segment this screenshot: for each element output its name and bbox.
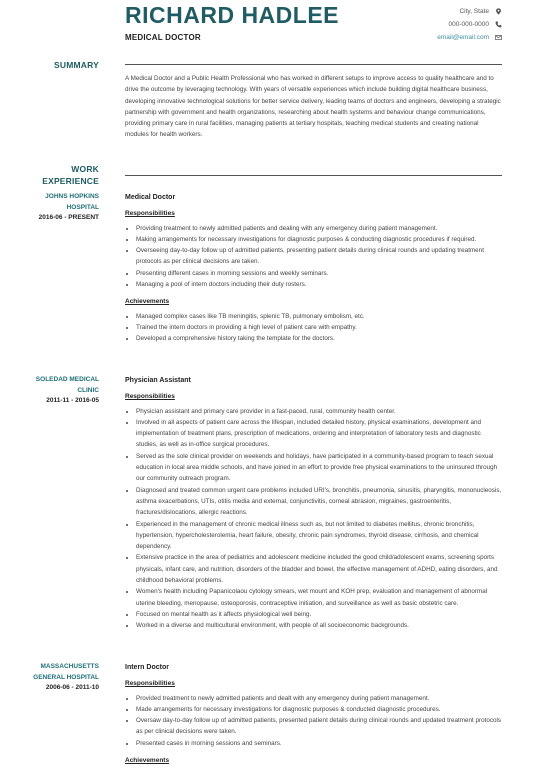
candidate-title: MEDICAL DOCTOR [125, 33, 201, 42]
map-pin-icon [495, 8, 502, 15]
list-item: • Served as the sole clinical provider on weekends and holidays, have participated in a community-based program to teach sexual education in local area middle schools, and have joined in an effort to provide free physical examinations to the uninsured through our community outreach program. [136, 451, 502, 485]
responsibilities-label: Responsibilities [125, 393, 175, 401]
job-meta-3 [33, 662, 99, 694]
job-details-3 [125, 662, 502, 769]
job-title: Physician Assistant [125, 377, 191, 384]
contact-email[interactable] [437, 31, 502, 44]
phone-icon [495, 21, 502, 28]
list-item: • Making arrangements for necessary investigations for diagnostic purposes & conducting diagnostic procedures if required. [136, 234, 502, 245]
achievements-list [125, 311, 502, 345]
responsibilities-label: Responsibilities [125, 210, 175, 218]
section-label-work-experience [42, 164, 99, 187]
employer-name: CLINIC [77, 386, 99, 394]
achievements-label: Achievements [125, 298, 170, 306]
mail-icon [495, 34, 502, 41]
list-item: • Worked in a diverse and multicultural environment, with people of all socioeconomic backgrounds. [136, 620, 502, 631]
list-item: • Managing a pool of intern doctors including their duty rosters. [136, 279, 502, 290]
list-item: • Providing treatment to newly admitted patients and dealing with any emergency during patient management. [136, 223, 502, 234]
employer-name: SOLEDAD MEDICAL [35, 376, 99, 383]
section-label-summary: SUMMARY [54, 60, 99, 70]
email-link[interactable]: email@email.com [437, 34, 489, 41]
employer-name: HOSPITAL [66, 203, 99, 211]
job-meta-2 [36, 375, 99, 407]
list-item: • Involved in all aspects of patient care across the lifespan, included detailed history, physical examinations, development and implementation of treatment plans, prescription of medications, ordering and interpretation of laboratory tests and diagnostic studies, as well as in-office surgical procedures. [136, 417, 502, 451]
list-item: • Trained the intern doctors in providing a high level of patient care with empathy. [136, 322, 502, 333]
list-item: • Managed complex cases like TB meningitis, splenic TB, pulmonary embolism, etc. [136, 311, 502, 322]
contact-info [437, 5, 502, 44]
list-item: • Made arrangements for necessary investigations for diagnostic purposes & conducted diagnostic procedures. [136, 704, 502, 715]
achievements-label: Achievements [125, 757, 170, 765]
section-divider [125, 64, 502, 65]
employer-name: GENERAL HOSPITAL [33, 673, 99, 681]
job-details-1 [125, 192, 502, 351]
job-details-2 [125, 375, 502, 638]
list-item: • Presented cases in morning sessions and seminars. [136, 738, 502, 749]
responsibilities-list [125, 406, 502, 632]
contact-phone [437, 18, 502, 31]
list-item: • Developed a comprehensive history taking the template for the doctors. [136, 333, 502, 344]
list-item: • Focused on mental health as it affects physiological well being. [136, 609, 502, 620]
employment-dates: 2006-06 - 2011-10 [45, 684, 99, 691]
section-divider [125, 175, 502, 176]
employer-name: MASSACHUSETTS [40, 663, 99, 670]
responsibilities-label: Responsibilities [125, 680, 175, 688]
location-text: City, State [459, 8, 489, 15]
list-item: • Diagnosed and treated common urgent care problems included URI's, bronchitis, pneumonia, sinusitis, pharyngitis, mononucleosis, asthma exacerbations, UTIs, otitis media and external, conjunctivitis, corneal abrasion, migraines, gastroenteritis, fractures/dislocations, allergic reactions. [136, 485, 502, 519]
candidate-name: RICHARD HADLEE [125, 2, 339, 28]
responsibilities-list [125, 693, 502, 749]
list-item: • Oversaw day-to-day follow up of admitted patients, presented patient details during clinical rounds and updated treatment protocols as per clinical decisions were taken. [136, 715, 502, 738]
list-item: • Provided treatment to newly admitted patients and dealt with any emergency during patient management. [136, 693, 502, 704]
list-item: • Experienced in the management of chronic medical illness such as, but not limited to diabetes mellitus, chronic bronchitis, hypertension, hypercholesterolemia, heart failure, obesity, chronic pain syndromes, thyroid disease, cirrhosis, and chemical dependency. [136, 519, 502, 553]
summary-text: A Medical Doctor and a Public Health Professional who has worked in different setups to improve access to quality healthcare and to drive the outcome by leveraging technology. With years of versatile experiences which include building digital healthcare business, developing innovative technological solutions for better service delivery, leading teams of doctors and engineers, developing a strategic partnership with government and health organizations, researching about health systems and behaviour change communications, providing primary care in rural facilities, managing patients at tertiary hospitals, teaching medical students and creating national modules for health workers. [125, 75, 501, 139]
employment-dates: 2016-06 - PRESENT [38, 214, 99, 221]
list-item: • Women's health including Papanicolaou cytology smears, wet mount and KOH prep, evaluation and management of abnormal uterine bleeding, menopause, osteoporosis, contraceptive initiation, and surveillance as well as basic obstetric care. [136, 586, 502, 609]
list-item: • Presenting different cases in morning sessions and weekly seminars. [136, 268, 502, 279]
job-meta-1 [39, 192, 99, 224]
job-title: Intern Doctor [125, 664, 169, 671]
section-label-line: WORK [71, 164, 99, 174]
contact-location [437, 5, 502, 18]
job-title: Medical Doctor [125, 194, 176, 201]
list-item: • Physician assistant and primary care provider in a fast-paced, rural, community health center. [136, 406, 502, 417]
section-label-line: EXPERIENCE [42, 175, 99, 186]
responsibilities-list [125, 223, 502, 291]
list-item: • Overseeing day-to-day follow up of admitted patients, presenting patient details during clinical rounds and updating treatment protocols as per clinical decisions are taken. [136, 245, 502, 268]
employer-name: JOHNS HOPKINS [45, 193, 99, 200]
phone-text: 000-000-0000 [448, 21, 489, 28]
employment-dates: 2011-11 - 2016-05 [46, 397, 99, 404]
list-item: • Extensive practice in the area of pediatrics and adolescent medicine included the good child/adolescent exams, screening sports physicals, infant care, and nutrition, disorders of the bladder and bowel, the effective management of ADHD, eating disorders, and childhood behavioral problems. [136, 552, 502, 586]
